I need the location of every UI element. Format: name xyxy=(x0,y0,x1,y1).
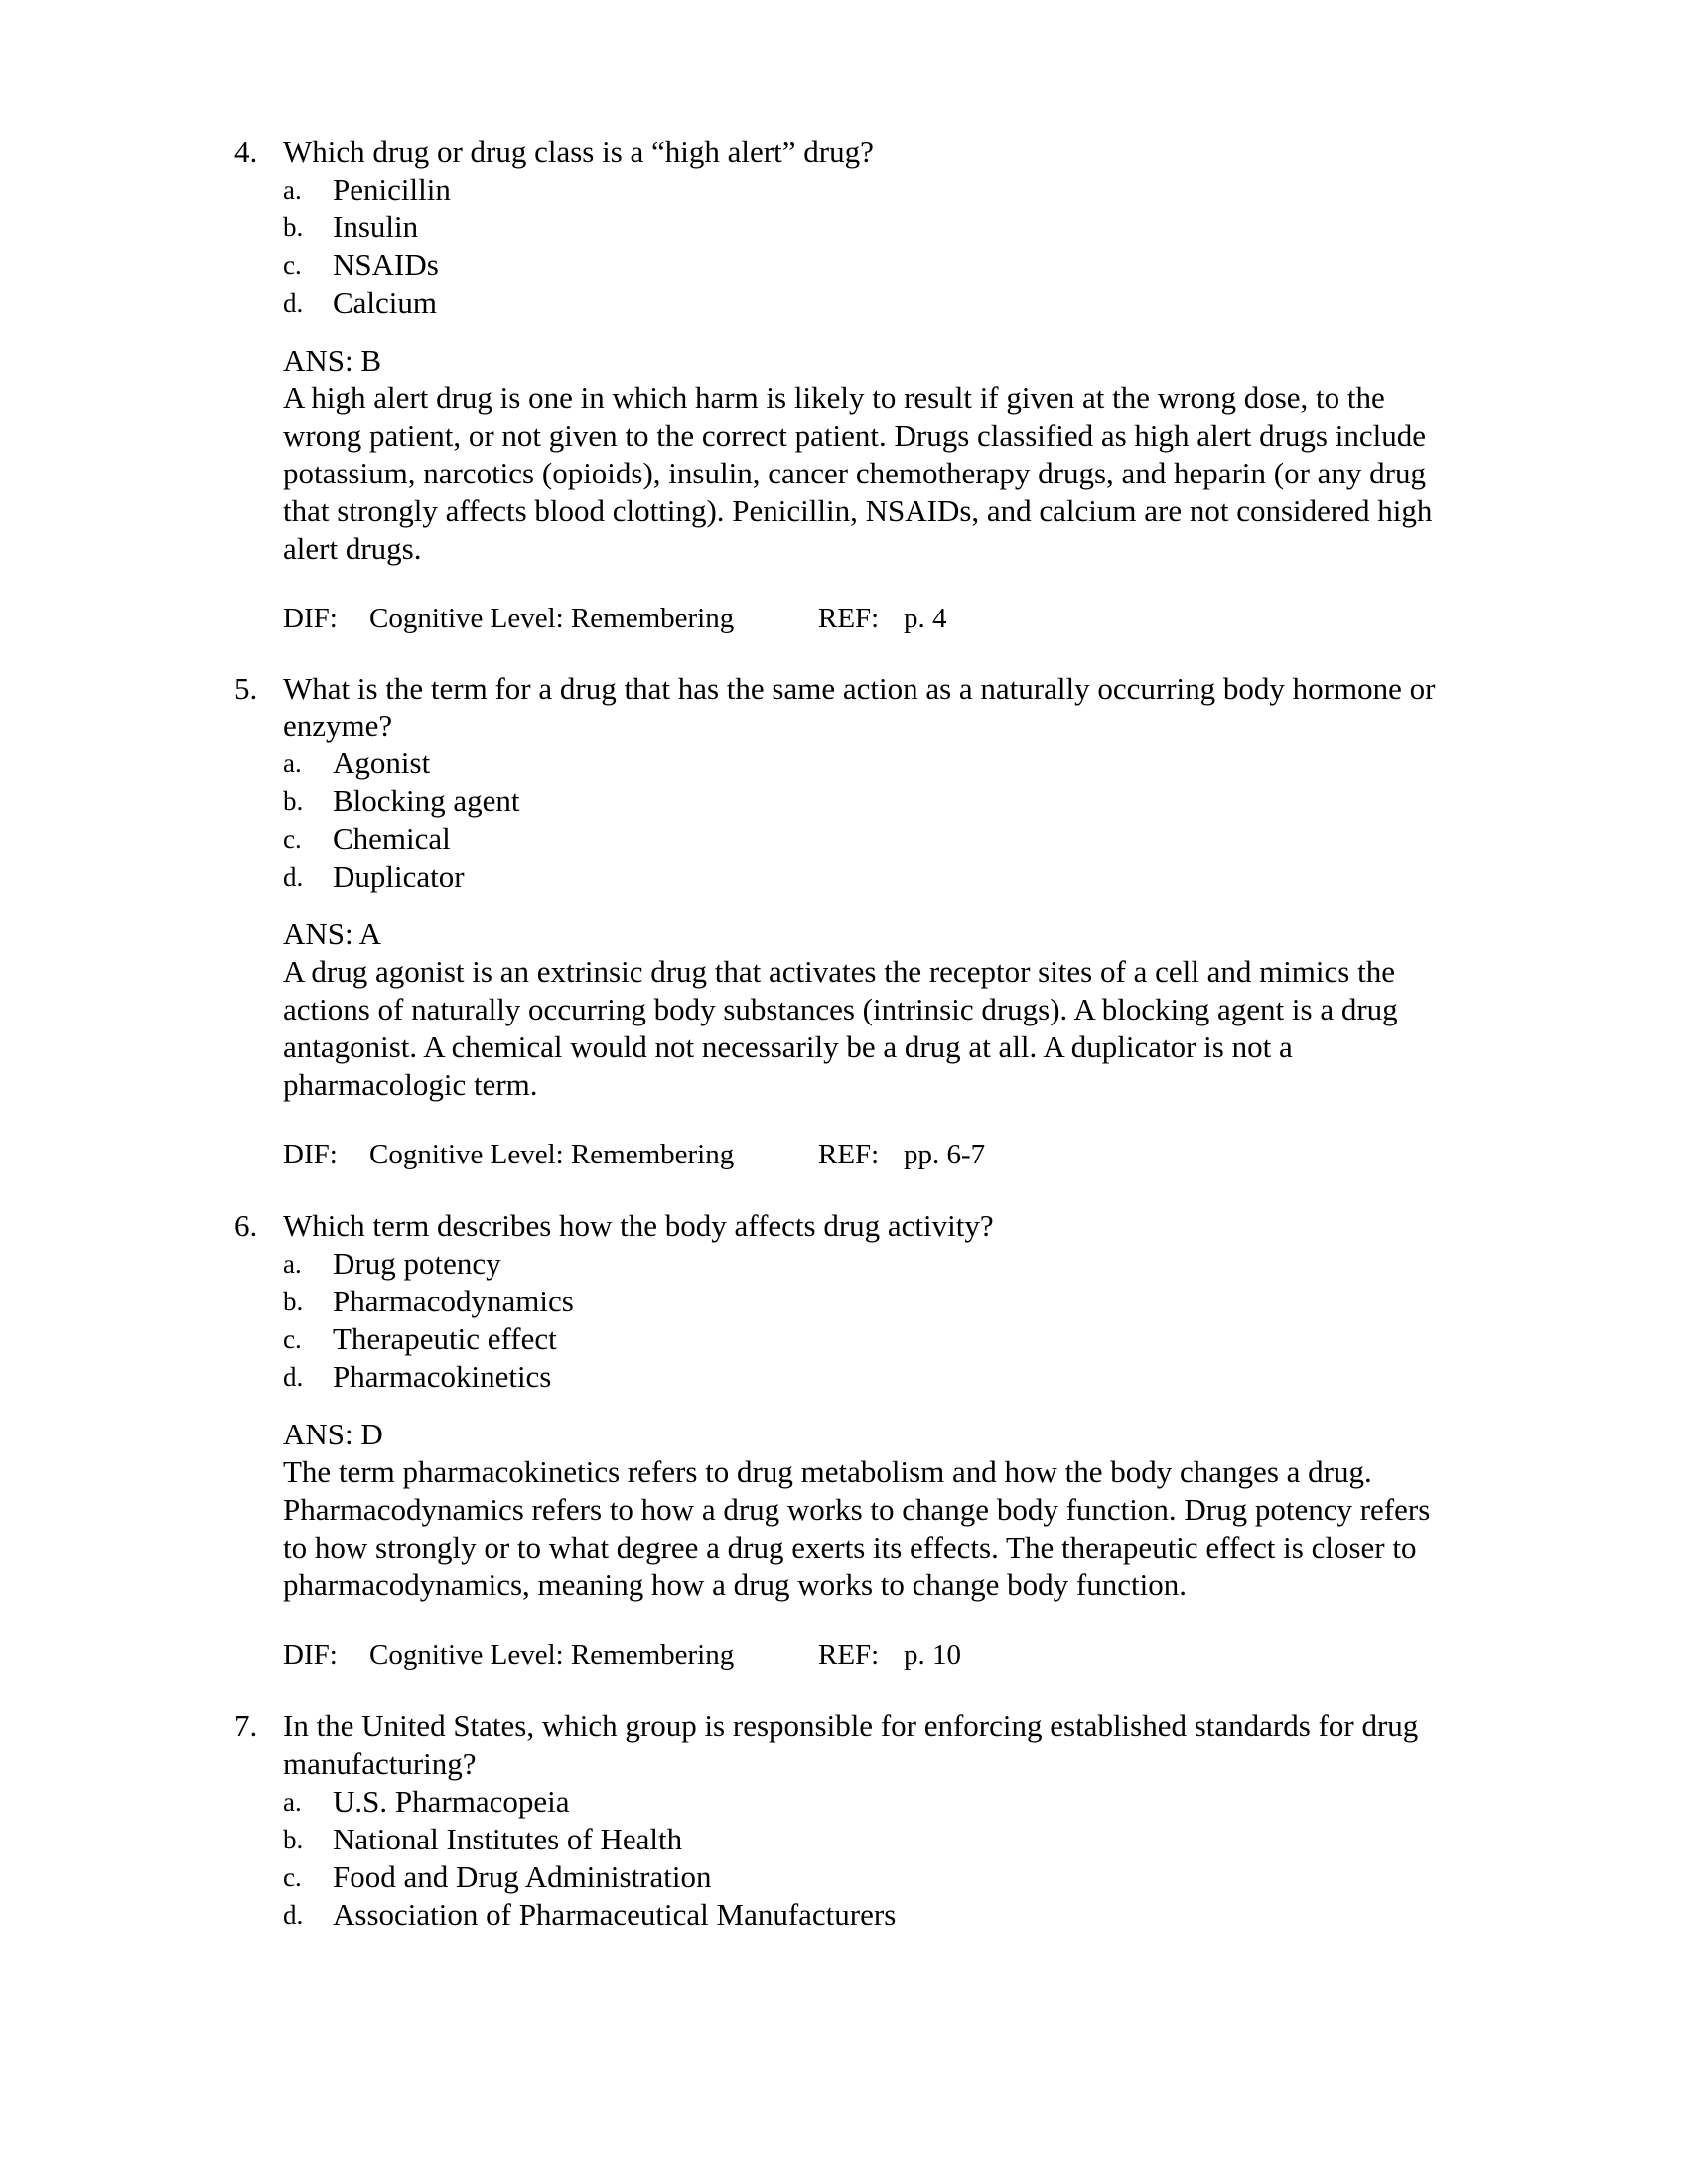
option-text: Insulin xyxy=(333,209,419,244)
answer-key: ANS: D xyxy=(283,1417,383,1451)
option-letter: a. xyxy=(283,1249,302,1279)
option-letter: b. xyxy=(283,1287,304,1316)
option-text: Duplicator xyxy=(333,859,465,893)
option-text: NSAIDs xyxy=(333,247,439,282)
question-number: 7. xyxy=(234,1708,258,1743)
explanation-line: A drug agonist is an extrinsic drug that activates the receptor sites of a cell and mimics the xyxy=(283,954,1395,989)
option-text: Agonist xyxy=(333,746,431,780)
ref-label: REF: xyxy=(818,603,880,634)
option-letter: a. xyxy=(283,175,302,205)
question-number: 6. xyxy=(234,1208,258,1243)
explanation-line: potassium, narcotics (opioids), insulin, cancer chemotherapy drugs, and heparin (or any drug xyxy=(283,456,1426,490)
answer-key: ANS: A xyxy=(283,916,382,951)
question-stem: Which term describes how the body affects drug activity? xyxy=(283,1208,994,1243)
explanation-line: to how strongly or to what degree a drug exerts its effects. The therapeutic effect is closer to xyxy=(283,1530,1417,1565)
question-stem-continued: manufacturing? xyxy=(283,1746,477,1781)
option-text: Calcium xyxy=(333,285,438,320)
option-text: U.S. Pharmacopeia xyxy=(333,1784,570,1819)
explanation-line: alert drugs. xyxy=(283,531,422,566)
question-stem: In the United States, which group is responsible for enforcing established standards for drug xyxy=(283,1708,1419,1743)
option-text: Penicillin xyxy=(333,172,451,206)
explanation-line: actions of naturally occurring body substances (intrinsic drugs). A blocking agent is a drug xyxy=(283,992,1398,1026)
ref-value: p. 4 xyxy=(904,603,947,634)
option-text: Food and Drug Administration xyxy=(333,1859,712,1894)
option-letter: d. xyxy=(283,288,304,318)
option-letter: b. xyxy=(283,786,304,816)
dif-label: DIF: xyxy=(283,603,338,634)
question-number: 4. xyxy=(234,134,258,169)
explanation-line: pharmacologic term. xyxy=(283,1067,538,1102)
option-text: Pharmacodynamics xyxy=(333,1284,574,1318)
option-letter: c. xyxy=(283,824,302,854)
explanation-line: Pharmacodynamics refers to how a drug works to change body function. Drug potency refers xyxy=(283,1492,1431,1527)
explanation-line: wrong patient, or not given to the correct patient. Drugs classified as high alert drugs include xyxy=(283,418,1426,453)
option-letter: a. xyxy=(283,1787,302,1817)
ref-label: REF: xyxy=(818,1639,880,1671)
question-number: 5. xyxy=(234,671,258,706)
explanation-line: antagonist. A chemical would not necessarily be a drug at all. A duplicator is not a xyxy=(283,1029,1293,1064)
option-letter: a. xyxy=(283,749,302,778)
dif-label: DIF: xyxy=(283,1639,338,1671)
ref-value: pp. 6-7 xyxy=(904,1139,986,1170)
option-text: Blocking agent xyxy=(333,783,520,818)
option-letter: d. xyxy=(283,1900,304,1930)
ref-value: p. 10 xyxy=(904,1639,961,1671)
question-stem-continued: enzyme? xyxy=(283,708,393,743)
option-text: Pharmacokinetics xyxy=(333,1359,552,1394)
explanation-line: pharmacodynamics, meaning how a drug works to change body function. xyxy=(283,1568,1187,1602)
option-letter: c. xyxy=(283,1862,302,1892)
option-text: National Institutes of Health xyxy=(333,1822,683,1856)
option-letter: b. xyxy=(283,1825,304,1854)
option-text: Chemical xyxy=(333,821,451,856)
option-letter: c. xyxy=(283,250,302,280)
option-letter: d. xyxy=(283,1362,304,1392)
option-text: Therapeutic effect xyxy=(333,1321,557,1356)
option-letter: d. xyxy=(283,862,304,891)
option-text: Association of Pharmaceutical Manufacturers xyxy=(333,1897,897,1932)
explanation-line: The term pharmacokinetics refers to drug metabolism and how the body changes a drug. xyxy=(283,1454,1372,1489)
explanation-line: A high alert drug is one in which harm is likely to result if given at the wrong dose, to the xyxy=(283,380,1385,415)
explanation-line: that strongly affects blood clotting). Penicillin, NSAIDs, and calcium are not considered high xyxy=(283,493,1433,528)
dif-label: DIF: xyxy=(283,1139,338,1170)
option-text: Drug potency xyxy=(333,1246,501,1281)
option-letter: b. xyxy=(283,212,304,242)
dif-value: Cognitive Level: Remembering xyxy=(369,603,735,634)
dif-value: Cognitive Level: Remembering xyxy=(369,1139,735,1170)
answer-key: ANS: B xyxy=(283,343,382,378)
option-letter: c. xyxy=(283,1324,302,1354)
question-stem: What is the term for a drug that has the same action as a naturally occurring body hormone or xyxy=(283,671,1436,706)
dif-value: Cognitive Level: Remembering xyxy=(369,1639,735,1671)
ref-label: REF: xyxy=(818,1139,880,1170)
question-stem: Which drug or drug class is a “high alert” drug? xyxy=(283,134,874,169)
